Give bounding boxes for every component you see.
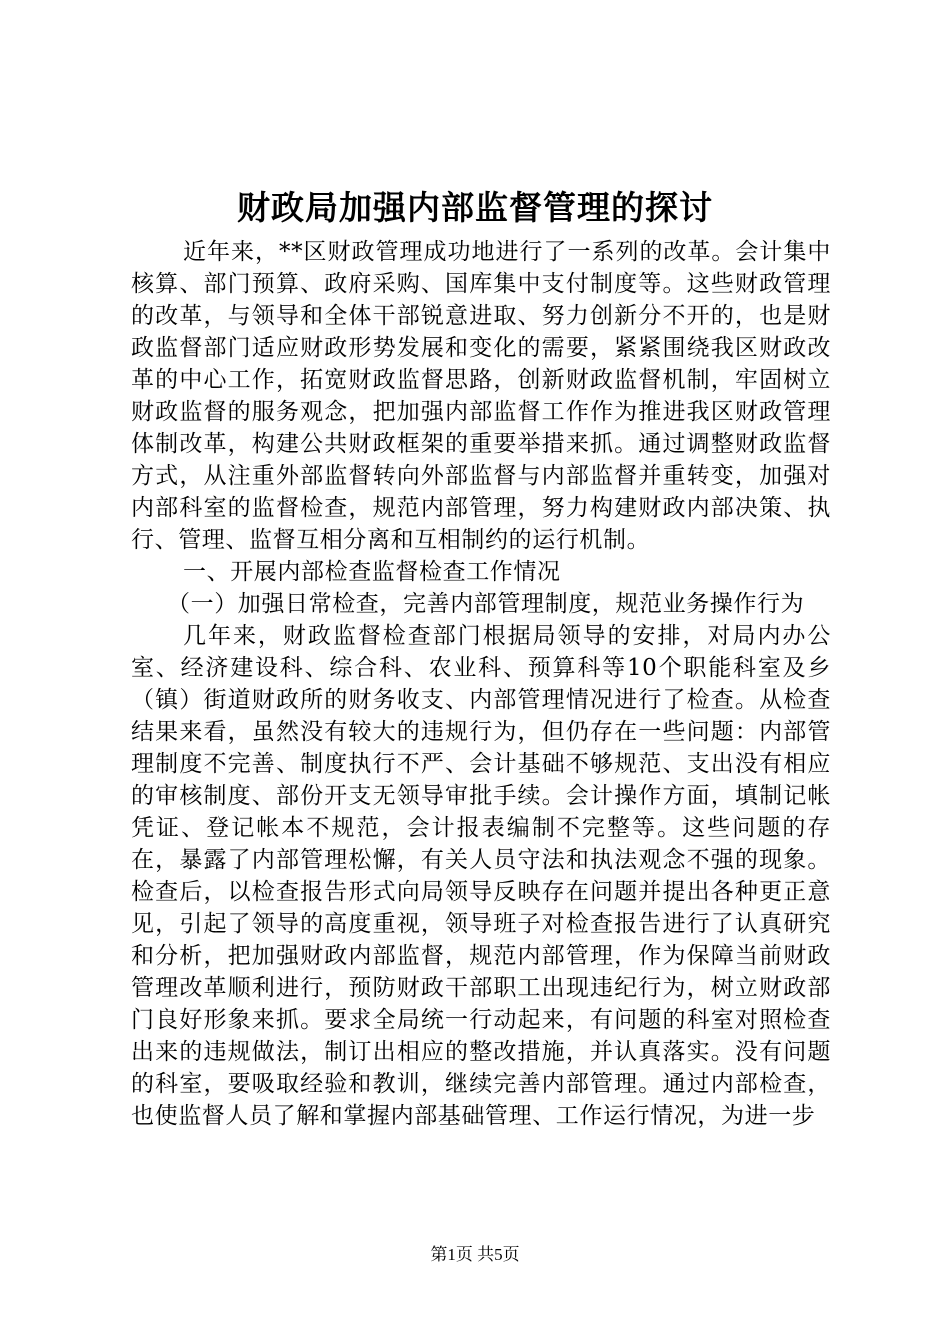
section-heading: 一、开展内部检查监督检查工作情况 [183, 559, 561, 585]
page-number-footer: 第1页 共5页 [430, 1245, 520, 1264]
document-title: 财政局加强内部监督管理的探讨 [237, 188, 713, 227]
subsection-heading: （一）加强日常检查，完善内部管理制度，规范业务操作行为 [167, 591, 805, 617]
paragraph-body: 几年来，财政监督检查部门根据局领导的安排，对局内办公室、经济建设科、综合科、农业科、预算科等10个职能科室及乡（镇）街道财政所的财务收支、内部管理情况进行了检查。从检查结果来看，虽然没有较大的违规行为，但仍存在一些问题：内部管理制度不完善、制度执行不严、会计基础不够规范、支出没有相应的审核制度、部份开支无领导审批手续。会计操作方面，填制记帐凭证、登记帐本不规范，会计报表编制不完整等。这些问题的存在，暴露了内部管理松懈，有关人员守法和执法观念不强的现象。检查后，以检查报告形式向局领导反映存在问题并提出各种更正意见，引起了领导的高度重视，领导班子对检查报告进行了认真研究和分析，把加强财政内部监督，规范内部管理，作为保障当前财政管理改革顺利进行，预防财政干部职工出现违纪行为，树立财政部门良好形象来抓。要求全局统一行动起来，有问题的科室对照检查出来的违规做法，制订出相应的整改措施，并认真落实。没有问题的科室，要吸取经验和教训，继续完善内部管理。通过内部检查，也使监督人员了解和掌握内部基础管理、工作运行情况，为进一步 [131, 623, 831, 1129]
document-body [131, 236, 831, 1132]
paragraph-intro: 近年来，**区财政管理成功地进行了一系列的改革。会计集中核算、部门预算、政府采购、国库集中支付制度等。这些财政管理的改革，与领导和全体干部锐意进取、努力创新分不开的，也是财政监督部门适应财政形势发展和变化的需要，紧紧围绕我区财政改革的中心工作，拓宽财政监督思路，创新财政监督机制，牢固树立财政监督的服务观念，把加强内部监督工作作为推进我区财政管理体制改革，构建公共财政框架的重要举措来抓。通过调整财政监督方式，从注重外部监督转向外部监督与内部监督并重转变，加强对内部科室的监督检查，规范内部管理，努力构建财政内部决策、执行、管理、监督互相分离和互相制约的运行机制。 [131, 239, 831, 553]
